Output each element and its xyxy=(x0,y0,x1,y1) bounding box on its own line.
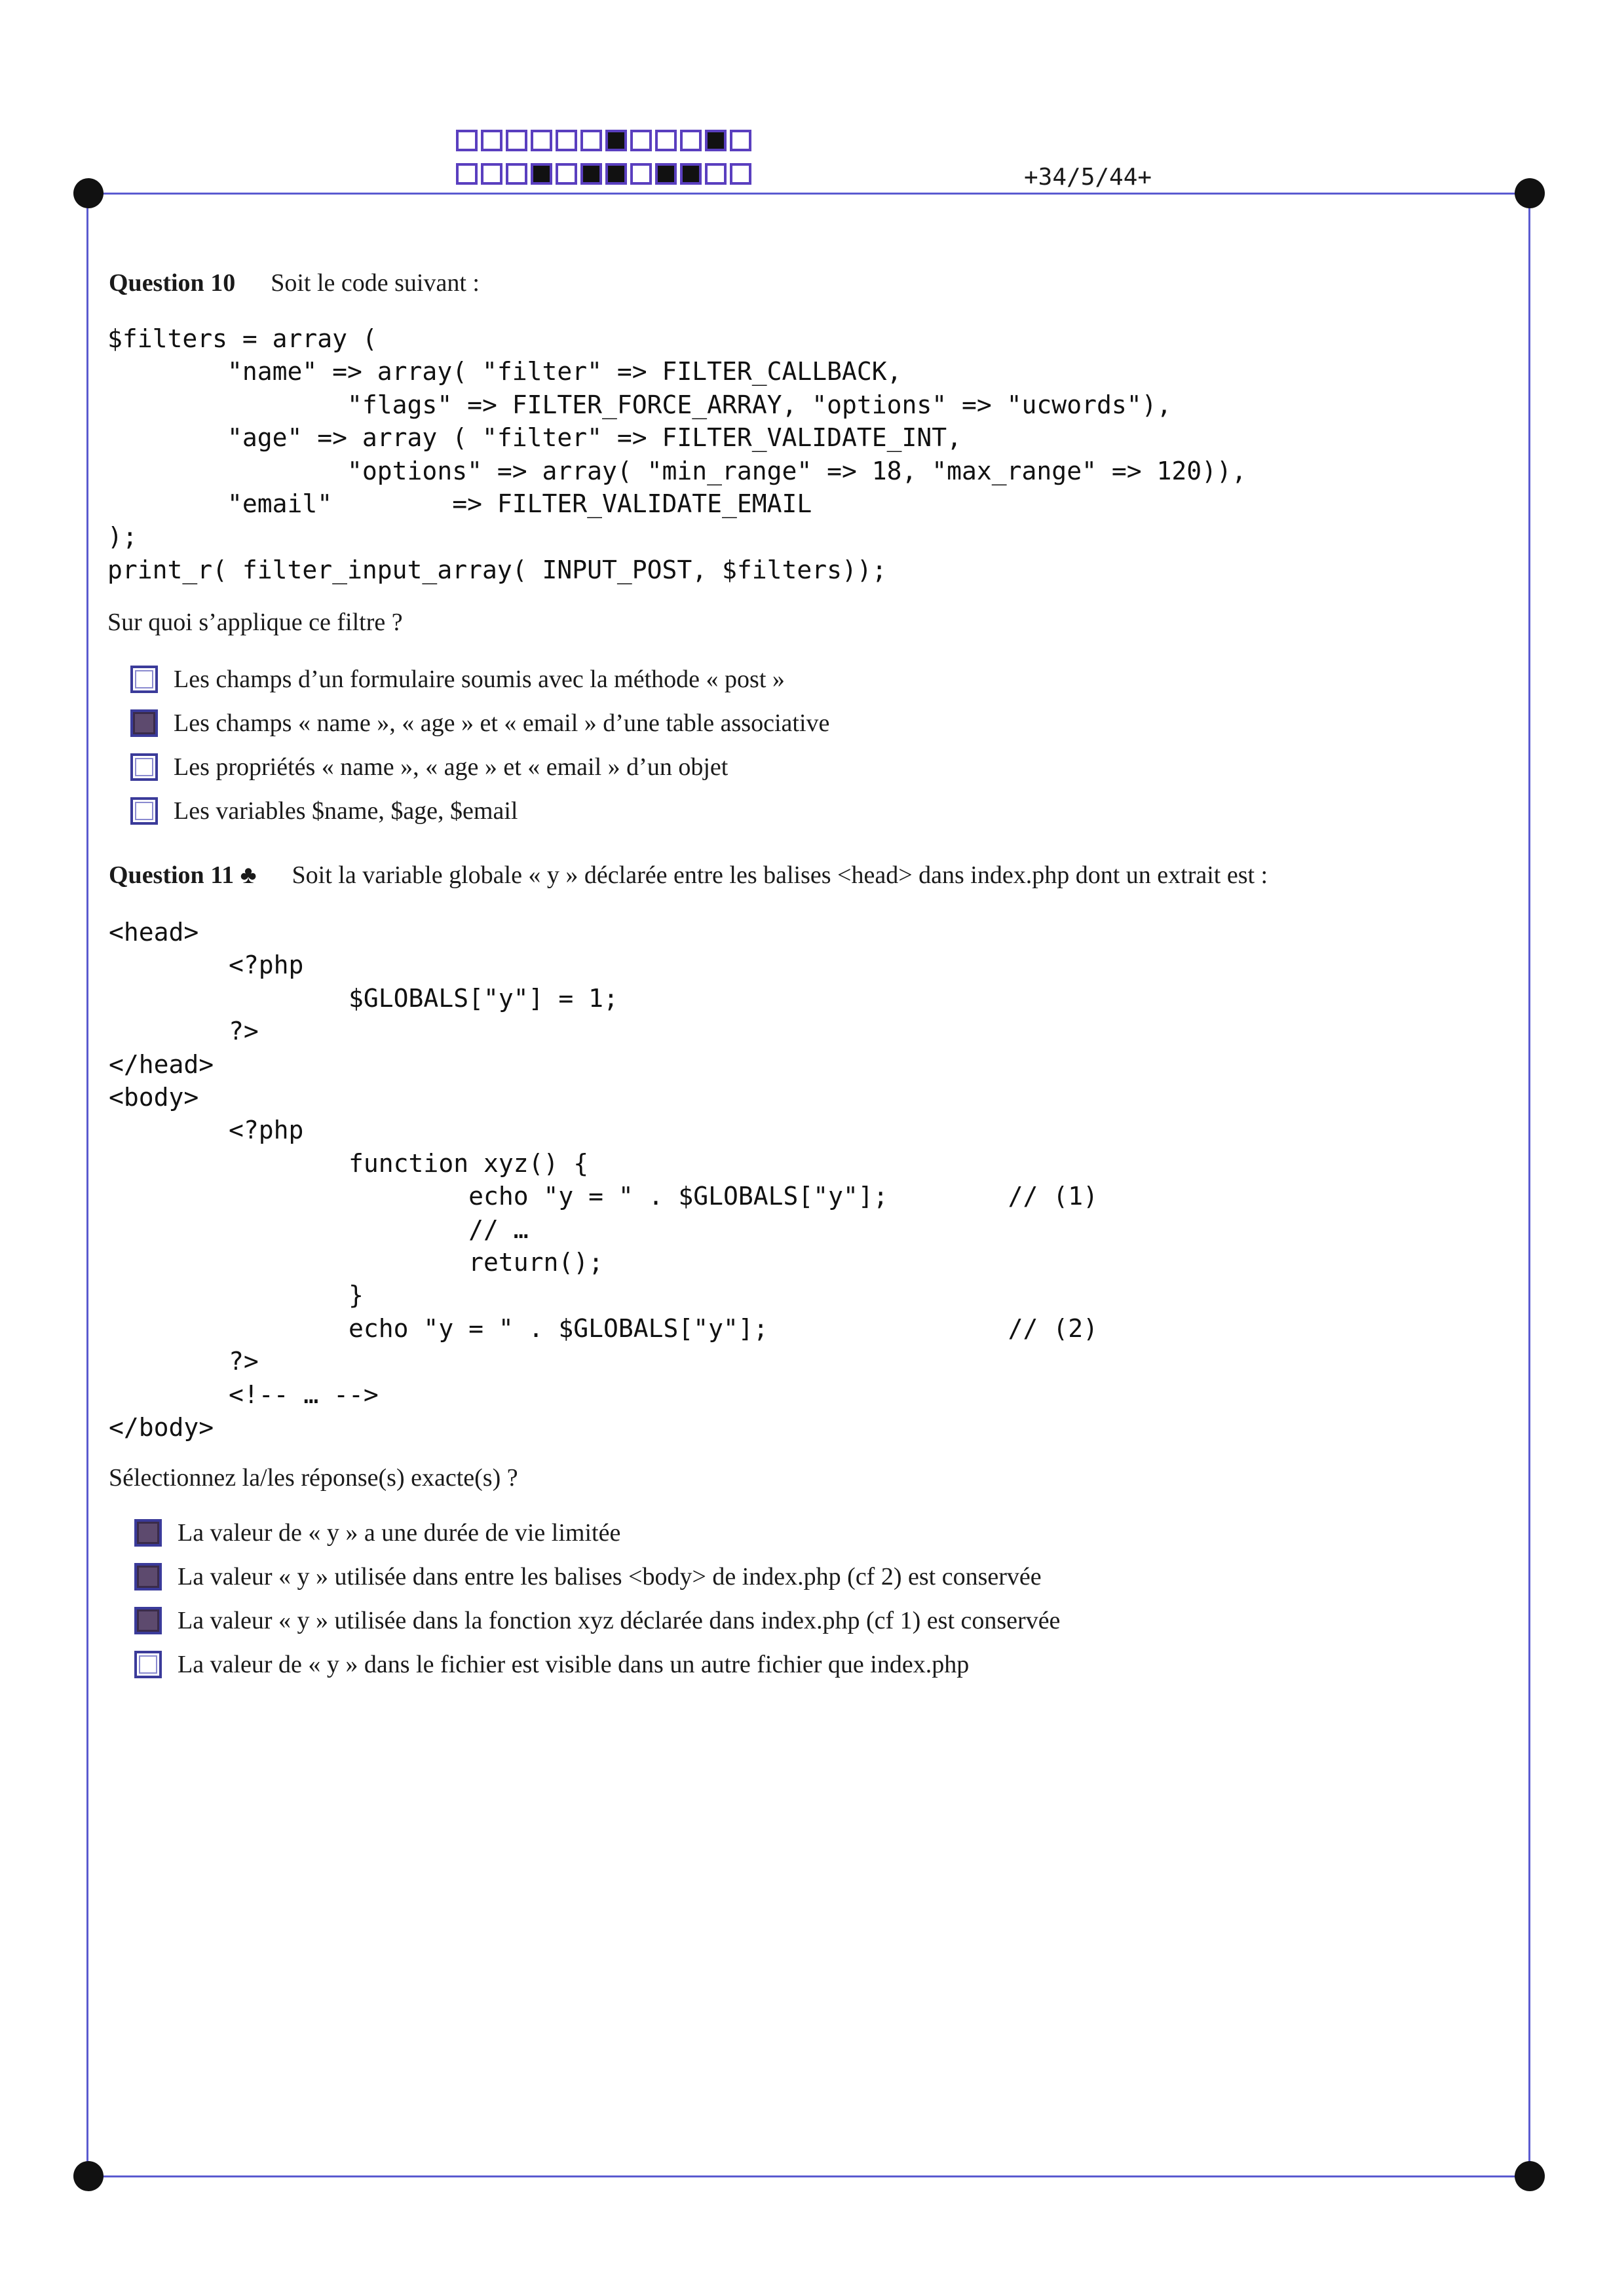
id-box xyxy=(630,130,652,151)
answer-label: La valeur « y » utilisée dans la fonction xyz déclarée dans index.php (cf 1) est conservée xyxy=(178,1607,1061,1634)
id-box xyxy=(580,163,602,185)
id-box xyxy=(680,130,702,151)
answer-checkbox[interactable] xyxy=(134,1519,162,1547)
answer-label: La valeur « y » utilisée dans entre les balises <body> de index.php (cf 2) est conservée xyxy=(178,1563,1042,1590)
id-box xyxy=(506,163,527,185)
question-11-number: Question 11 ♣ xyxy=(109,861,257,889)
question-11-answer-1[interactable] xyxy=(134,1518,620,1547)
question-10-number: Question 10 xyxy=(109,269,236,297)
question-10-answer-4[interactable] xyxy=(130,797,518,825)
id-box xyxy=(605,130,627,151)
id-box xyxy=(655,163,677,185)
id-box xyxy=(556,163,577,185)
answer-label: Les propriétés « name », « age » et « email » d’un objet xyxy=(174,753,729,781)
id-box xyxy=(730,130,751,151)
answer-checkbox[interactable] xyxy=(130,797,158,825)
id-box xyxy=(630,163,652,185)
id-box xyxy=(506,130,527,151)
answer-checkbox[interactable] xyxy=(130,753,158,781)
frame-top-line xyxy=(86,193,1530,195)
id-box xyxy=(481,130,502,151)
answer-checkbox[interactable] xyxy=(130,709,158,737)
answer-checkbox[interactable] xyxy=(134,1651,162,1678)
question-11-answer-4[interactable] xyxy=(134,1650,969,1679)
id-box xyxy=(705,130,727,151)
id-box xyxy=(605,163,627,185)
question-11-answer-2[interactable] xyxy=(134,1562,1042,1591)
answer-label: Les champs « name », « age » et « email » d’une table associative xyxy=(174,709,830,737)
corner-marker-bottom-left xyxy=(73,2161,104,2191)
question-10-code: $filters = array ( "name" => array( "filter" => FILTER_CALLBACK, "flags" => FILTER_FORCE_ARRAY, "options" => "ucwords"), "age" => array ( "filter" => FILTER_VALIDATE_INT, "options" => array( "min_range" => 18, "max_range" => 120)), "email" => FILTER_VALIDATE_EMAIL ); print_r( filter_input_array( INPUT_POST, $filters)); xyxy=(107,324,1247,584)
question-10-header xyxy=(109,269,480,297)
id-box xyxy=(730,163,751,185)
id-box-row-2 xyxy=(456,163,755,185)
id-box xyxy=(556,130,577,151)
answer-label: La valeur de « y » a une durée de vie limitée xyxy=(178,1519,621,1547)
question-11-prompt: Sélectionnez la/les réponse(s) exacte(s) ? xyxy=(109,1464,518,1492)
corner-marker-top-left xyxy=(73,178,104,208)
answer-label: Les variables $name, $age, $email xyxy=(174,797,518,825)
page-id: +34/5/44+ xyxy=(1024,164,1152,191)
corner-marker-top-right xyxy=(1515,178,1545,208)
frame-left-line xyxy=(86,193,88,2177)
id-box xyxy=(456,163,478,185)
question-10-intro: Soit le code suivant : xyxy=(271,269,480,297)
question-11-answer-3[interactable] xyxy=(134,1606,1060,1635)
answer-checkbox[interactable] xyxy=(130,666,158,693)
answer-label: La valeur de « y » dans le fichier est visible dans un autre fichier que index.php xyxy=(178,1651,970,1678)
id-box xyxy=(481,163,502,185)
question-10-prompt: Sur quoi s’applique ce filtre ? xyxy=(107,609,403,636)
id-box xyxy=(456,130,478,151)
question-10-answer-3[interactable] xyxy=(130,753,728,781)
answer-checkbox[interactable] xyxy=(134,1563,162,1590)
frame-right-line xyxy=(1528,193,1530,2177)
question-10-answer-2[interactable] xyxy=(130,709,829,738)
id-box xyxy=(655,130,677,151)
id-box xyxy=(531,163,552,185)
answer-checkbox[interactable] xyxy=(134,1607,162,1634)
question-10-answer-1[interactable] xyxy=(130,665,785,694)
corner-marker-bottom-right xyxy=(1515,2161,1545,2191)
question-11-intro: Soit la variable globale « y » déclarée entre les balises <head> dans index.php dont un extrait est : xyxy=(292,861,1268,889)
answer-label: Les champs d’un formulaire soumis avec la méthode « post » xyxy=(174,666,785,693)
question-11-code: <head> <?php $GLOBALS["y"] = 1; ?> </head> <body> <?php function xyz() { echo "y = " . $GLOBALS["y"]; // (1) // … return(); } echo "y = " . $GLOBALS["y"]; // (2) ?> <!-- … --> </body> xyxy=(109,918,1098,1442)
id-box-row-1 xyxy=(456,130,755,151)
id-box xyxy=(705,163,727,185)
id-box xyxy=(580,130,602,151)
frame-bottom-line xyxy=(86,2175,1530,2177)
id-box xyxy=(531,130,552,151)
question-11-header xyxy=(109,861,1268,890)
id-box xyxy=(680,163,702,185)
